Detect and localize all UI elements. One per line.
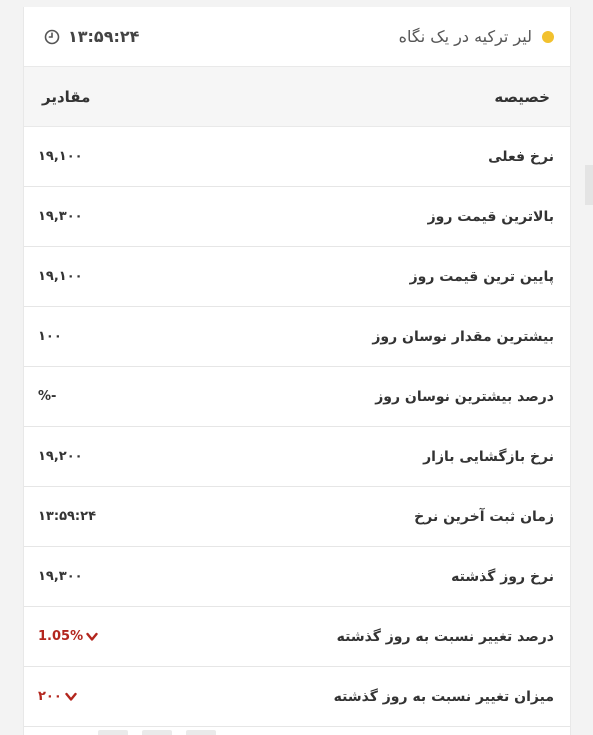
card-header (24, 7, 570, 67)
row-value: ۱۹,۳۰۰ (38, 209, 83, 224)
row-label: نرخ روز گذشته (451, 568, 554, 585)
row-label: بالاترین قیمت روز (427, 208, 554, 225)
row-label: بیشترین مقدار نوسان روز (372, 328, 554, 345)
status-dot (542, 31, 554, 43)
row-value-change-percent (38, 629, 98, 644)
column-header-attribute: خصیصه (494, 87, 550, 106)
row-value: ۱۹,۲۰۰ (38, 449, 83, 464)
row-label: درصد تغییر نسبت به روز گذشته (336, 628, 554, 645)
row-label: پایین ترین قیمت روز (409, 268, 554, 285)
row-label: نرخ فعلی (488, 148, 554, 165)
row-value: ۱۹,۳۰۰ (38, 569, 83, 584)
row-value: ۱۰۰ (38, 329, 62, 344)
bottom-tab-stub (98, 730, 128, 735)
change-percent-text: 1.05% (38, 629, 84, 644)
column-header-values: مقادیر (42, 87, 91, 106)
table-row (24, 187, 570, 247)
currency-summary-card (23, 7, 571, 735)
row-value-change-amount (38, 689, 77, 704)
card-title: لیر ترکیه در یک نگاه (398, 27, 532, 46)
table-row (24, 367, 570, 427)
table-row (24, 247, 570, 307)
row-value: ۱۹,۱۰۰ (38, 269, 83, 284)
chevron-down-icon (65, 692, 77, 702)
data-table-body (24, 127, 570, 727)
table-header (24, 67, 570, 127)
table-row (24, 607, 570, 667)
row-label: میزان تغییر نسبت به روز گذشته (333, 688, 554, 705)
bottom-tab-stub (142, 730, 172, 735)
table-row (24, 667, 570, 727)
bottom-tab-stub (186, 730, 216, 735)
change-amount-text: ۲۰۰ (38, 689, 62, 704)
table-row (24, 547, 570, 607)
update-time (44, 27, 139, 46)
update-time-value: ۱۳:۵۹:۲۴ (68, 27, 140, 46)
table-row (24, 307, 570, 367)
row-label: زمان ثبت آخرین نرخ (414, 508, 554, 525)
table-row (24, 127, 570, 187)
clock-icon (44, 29, 60, 45)
row-label: درصد بیشترین نوسان روز (375, 388, 554, 405)
table-row (24, 487, 570, 547)
edge-segment (585, 165, 593, 205)
page-scroll-edge (585, 0, 593, 735)
row-value: %- (38, 389, 57, 404)
chevron-down-icon (86, 632, 98, 642)
bottom-tab-strip (24, 729, 570, 735)
row-value: ۱۹,۱۰۰ (38, 149, 83, 164)
table-row (24, 427, 570, 487)
row-value: ۱۳:۵۹:۲۴ (38, 509, 97, 524)
row-label: نرخ بازگشایی بازار (423, 448, 554, 465)
